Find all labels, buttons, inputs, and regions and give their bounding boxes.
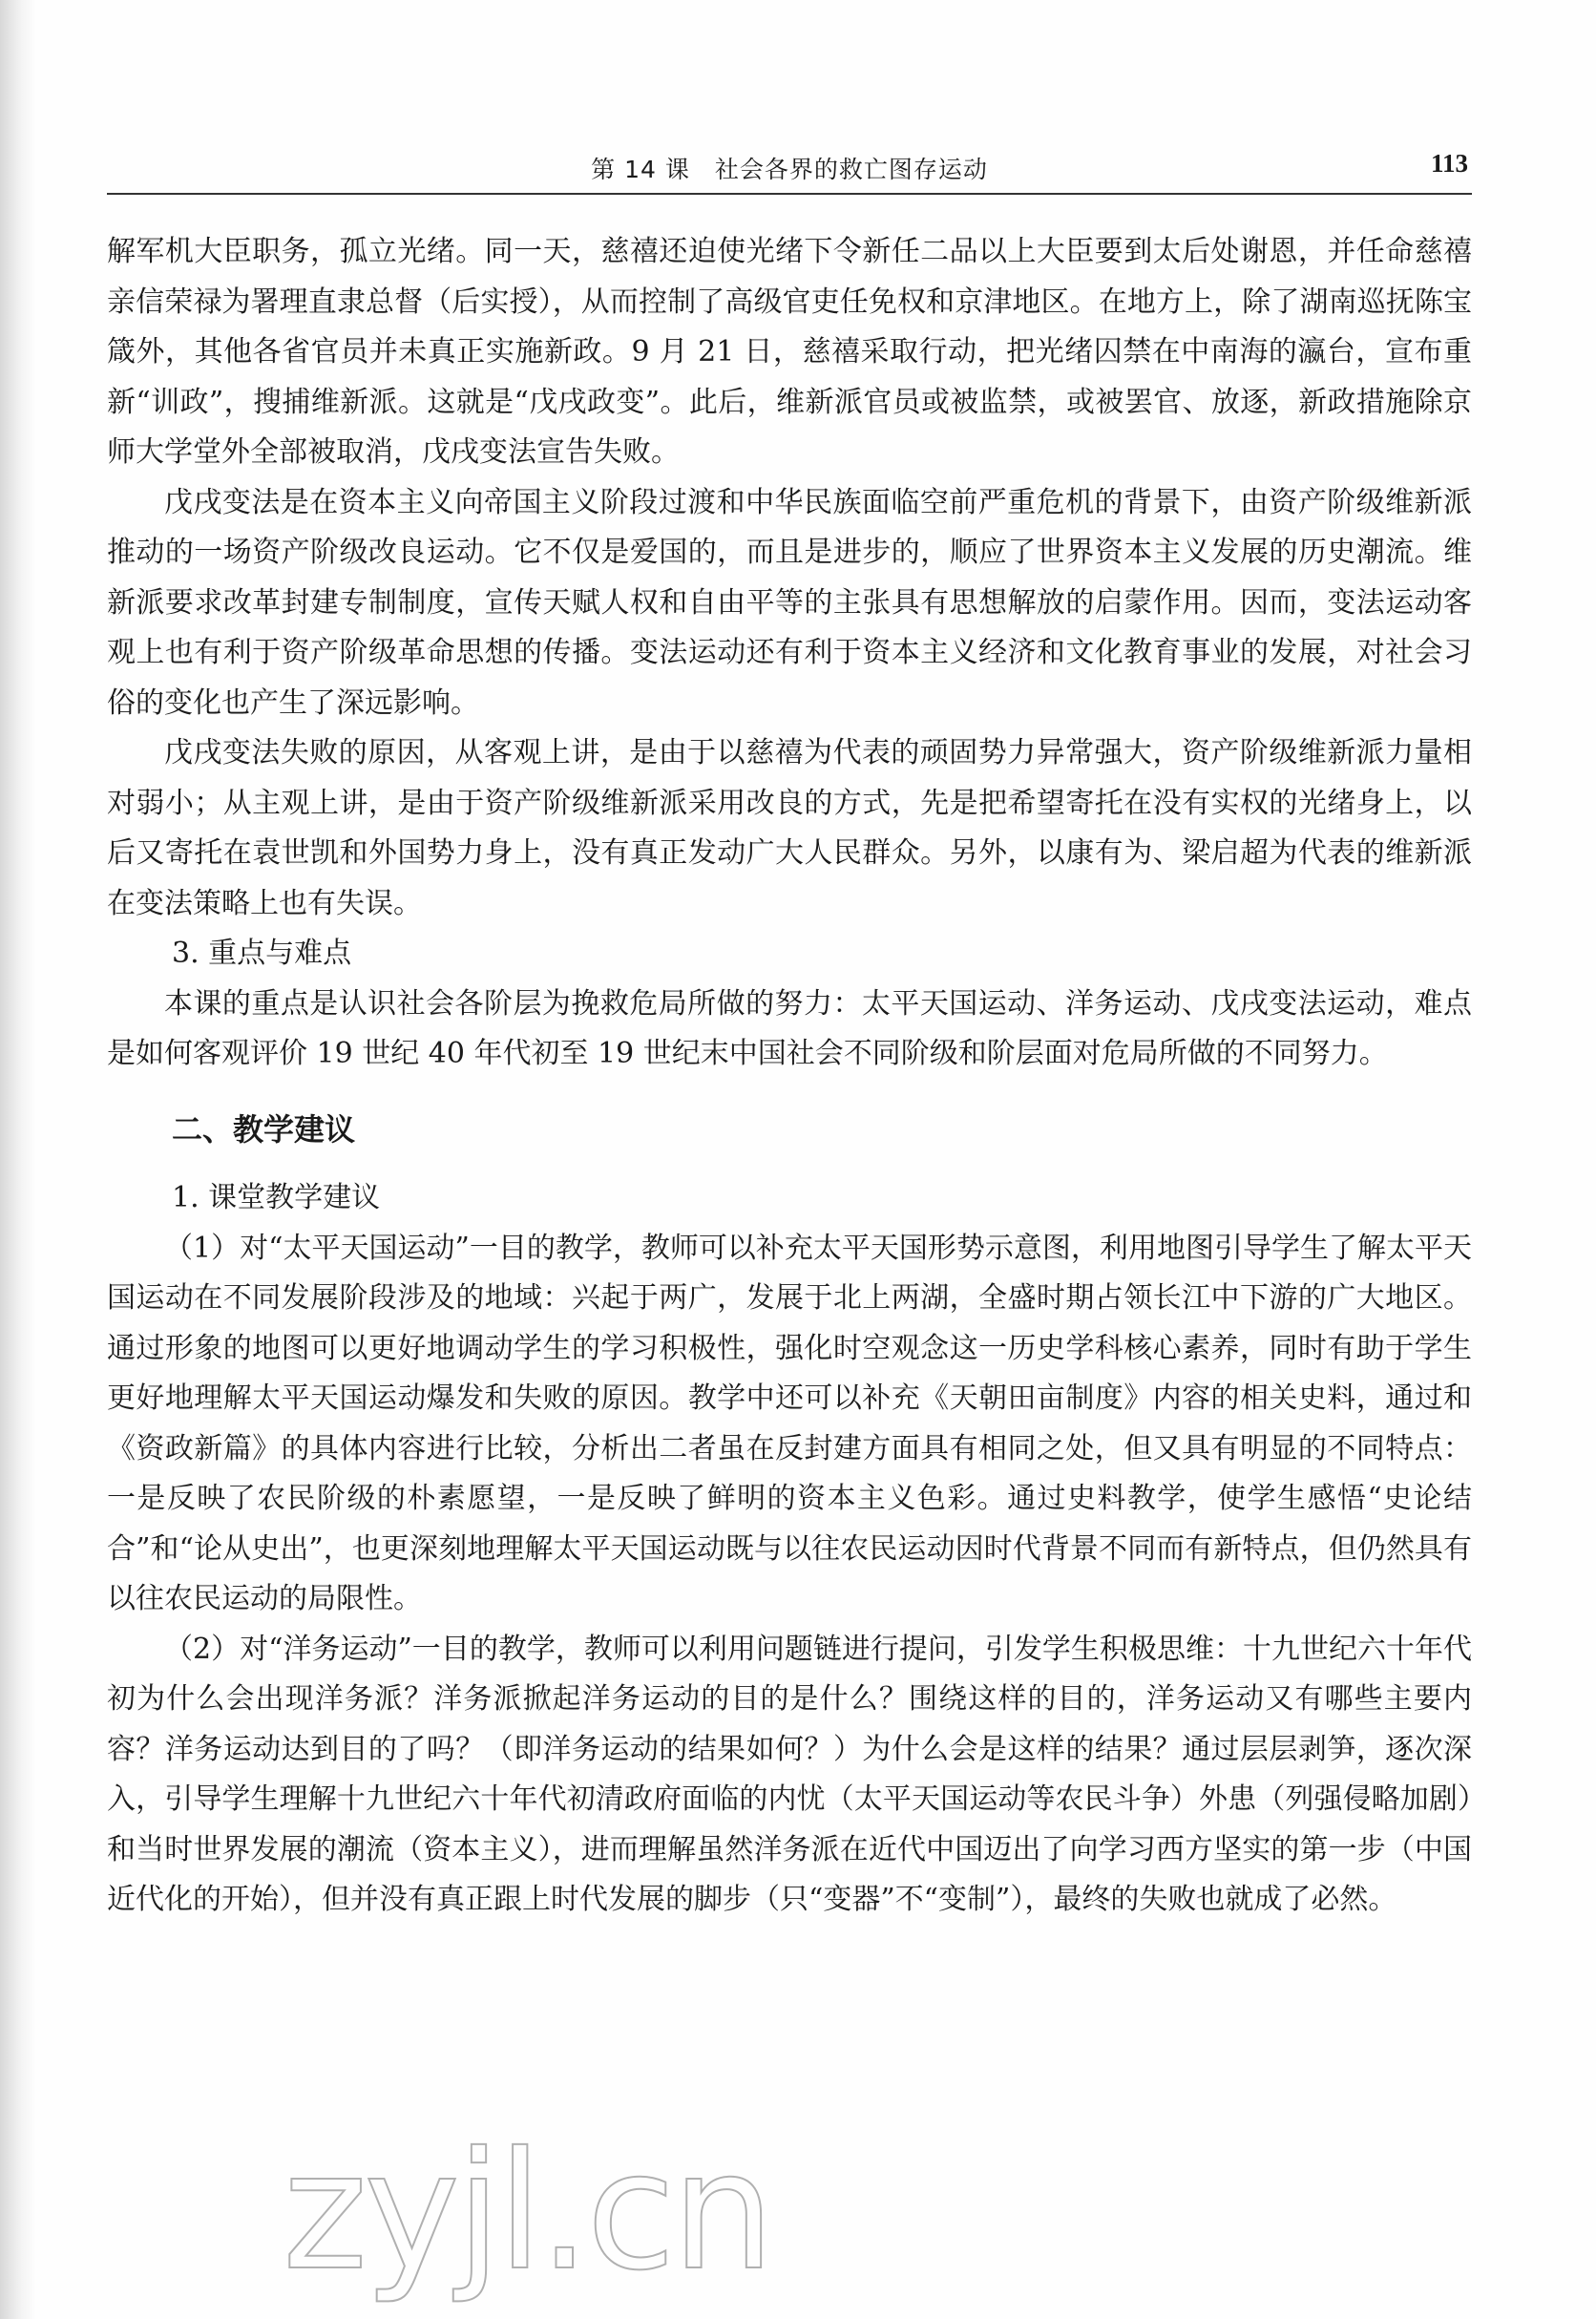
watermark: zyjl.cn — [283, 2118, 771, 2307]
teaching-item: （1）对“太平天国运动”一目的教学，教师可以补充太平天国形势示意图，利用地图引导学生了解太平天国运动在不同发展阶段涉及的地域：兴起于两广，发展于北上两湖，全盛时期占领长江中下游的广大地区。通过形象的地图可以更好地调动学生的学习积极性，强化时空观念这一历史学科核心素养，同时有助于学生更好地理解太平天国运动爆发和失败的原因。教学中还可以补充《天朝田亩制度》内容的相关史料，通过和《资政新篇》的具体内容进行比较，分析出二者虽在反封建方面具有相同之处，但又具有明显的不同特点：一是反映了农民阶级的朴素愿望，一是反映了鲜明的资本主义色彩。通过史料教学，使学生感悟“史论结合”和“论从史出”，也更深刻地理解太平天国运动既与以往农民运动因时代背景不同而有新特点，但仍然具有以往农民运动的局限性。 — [107, 1231, 1472, 1615]
page-number: 113 — [1430, 149, 1468, 178]
paragraph: 解军机大臣职务，孤立光绪。同一天，慈禧还迫使光绪下令新任二品以上大臣要到太后处谢恩，并任命慈禧亲信荣禄为署理直隶总督（后实授），从而控制了高级官吏任免权和京津地区。在地方上，除了湖南巡抚陈宝箴外，其他各省官员并未真正实施新政。9 月 21 日，慈禧采取行动，把光绪囚禁在中南海的瀛台，宣布重新“训政”，搜捕维新派。这就是“戊戌政变”。此后，维新派官员或被监禁，或被罢官、放逐，新政措施除京师大学堂外全部被取消，戊戌变法宣告失败。 — [107, 235, 1472, 469]
page-header — [107, 143, 1472, 195]
body-text — [107, 227, 1472, 1926]
running-title: 第 14 课 社会各界的救亡图存运动 — [591, 156, 988, 183]
teaching-item: （2）对“洋务运动”一目的教学，教师可以利用问题链进行提问，引发学生积极思维：十九世纪六十年代初为什么会出现洋务派？洋务派掀起洋务运动的目的是什么？围绕这样的目的，洋务运动又有哪些主要内容？洋务运动达到目的了吗？（即洋务运动的结果如何？）为什么会是这样的结果？通过层层剥笋，逐次深入，引导学生理解十九世纪六十年代初清政府面临的内忧（太平天国运动等农民斗争）外患（列强侵略加剧）和当时世界发展的潮流（资本主义），进而理解虽然洋务派在近代中国迈出了向学习西方坚实的第一步（中国近代化的开始），但并没有真正跟上时代发展的脚步（只“变器”不“变制”），最终的失败也就成了必然。 — [107, 1632, 1472, 1916]
page-binding-shadow — [0, 0, 36, 2319]
paragraph: 戊戌变法失败的原因，从客观上讲，是由于以慈禧为代表的顽固势力异常强大，资产阶级维新派力量相对弱小；从主观上讲，是由于资产阶级维新派采用改良的方式，先是把希望寄托在没有实权的光绪身上，以后又寄托在袁世凯和外国势力身上，没有真正发动广大人民群众。另外，以康有为、梁启超为代表的维新派在变法策略上也有失误。 — [107, 736, 1472, 920]
key-points-heading: 3. 重点与难点 — [172, 937, 352, 970]
key-points-text: 本课的重点是认识社会各阶层为挽救危局所做的努力：太平天国运动、洋务运动、戊戌变法运动，难点是如何客观评价 19 世纪 40 年代初至 19 世纪末中国社会不同阶级和阶层面对危局所做的不同努力。 — [107, 986, 1472, 1070]
paragraph: 戊戌变法是在资本主义向帝国主义阶段过渡和中华民族面临空前严重危机的背景下，由资产阶级维新派推动的一场资产阶级改良运动。它不仅是爱国的，而且是进步的，顺应了世界资本主义发展的历史潮流。维新派要求改革封建专制制度，宣传天赋人权和自由平等的主张具有思想解放的启蒙作用。因而，变法运动客观上也有利于资产阶级革命思想的传播。变法运动还有利于资本主义经济和文化教育事业的发展，对社会习俗的变化也产生了深远影响。 — [107, 485, 1472, 720]
sub-heading: 1. 课堂教学建议 — [172, 1181, 381, 1214]
section-heading: 二、教学建议 — [172, 1110, 356, 1148]
